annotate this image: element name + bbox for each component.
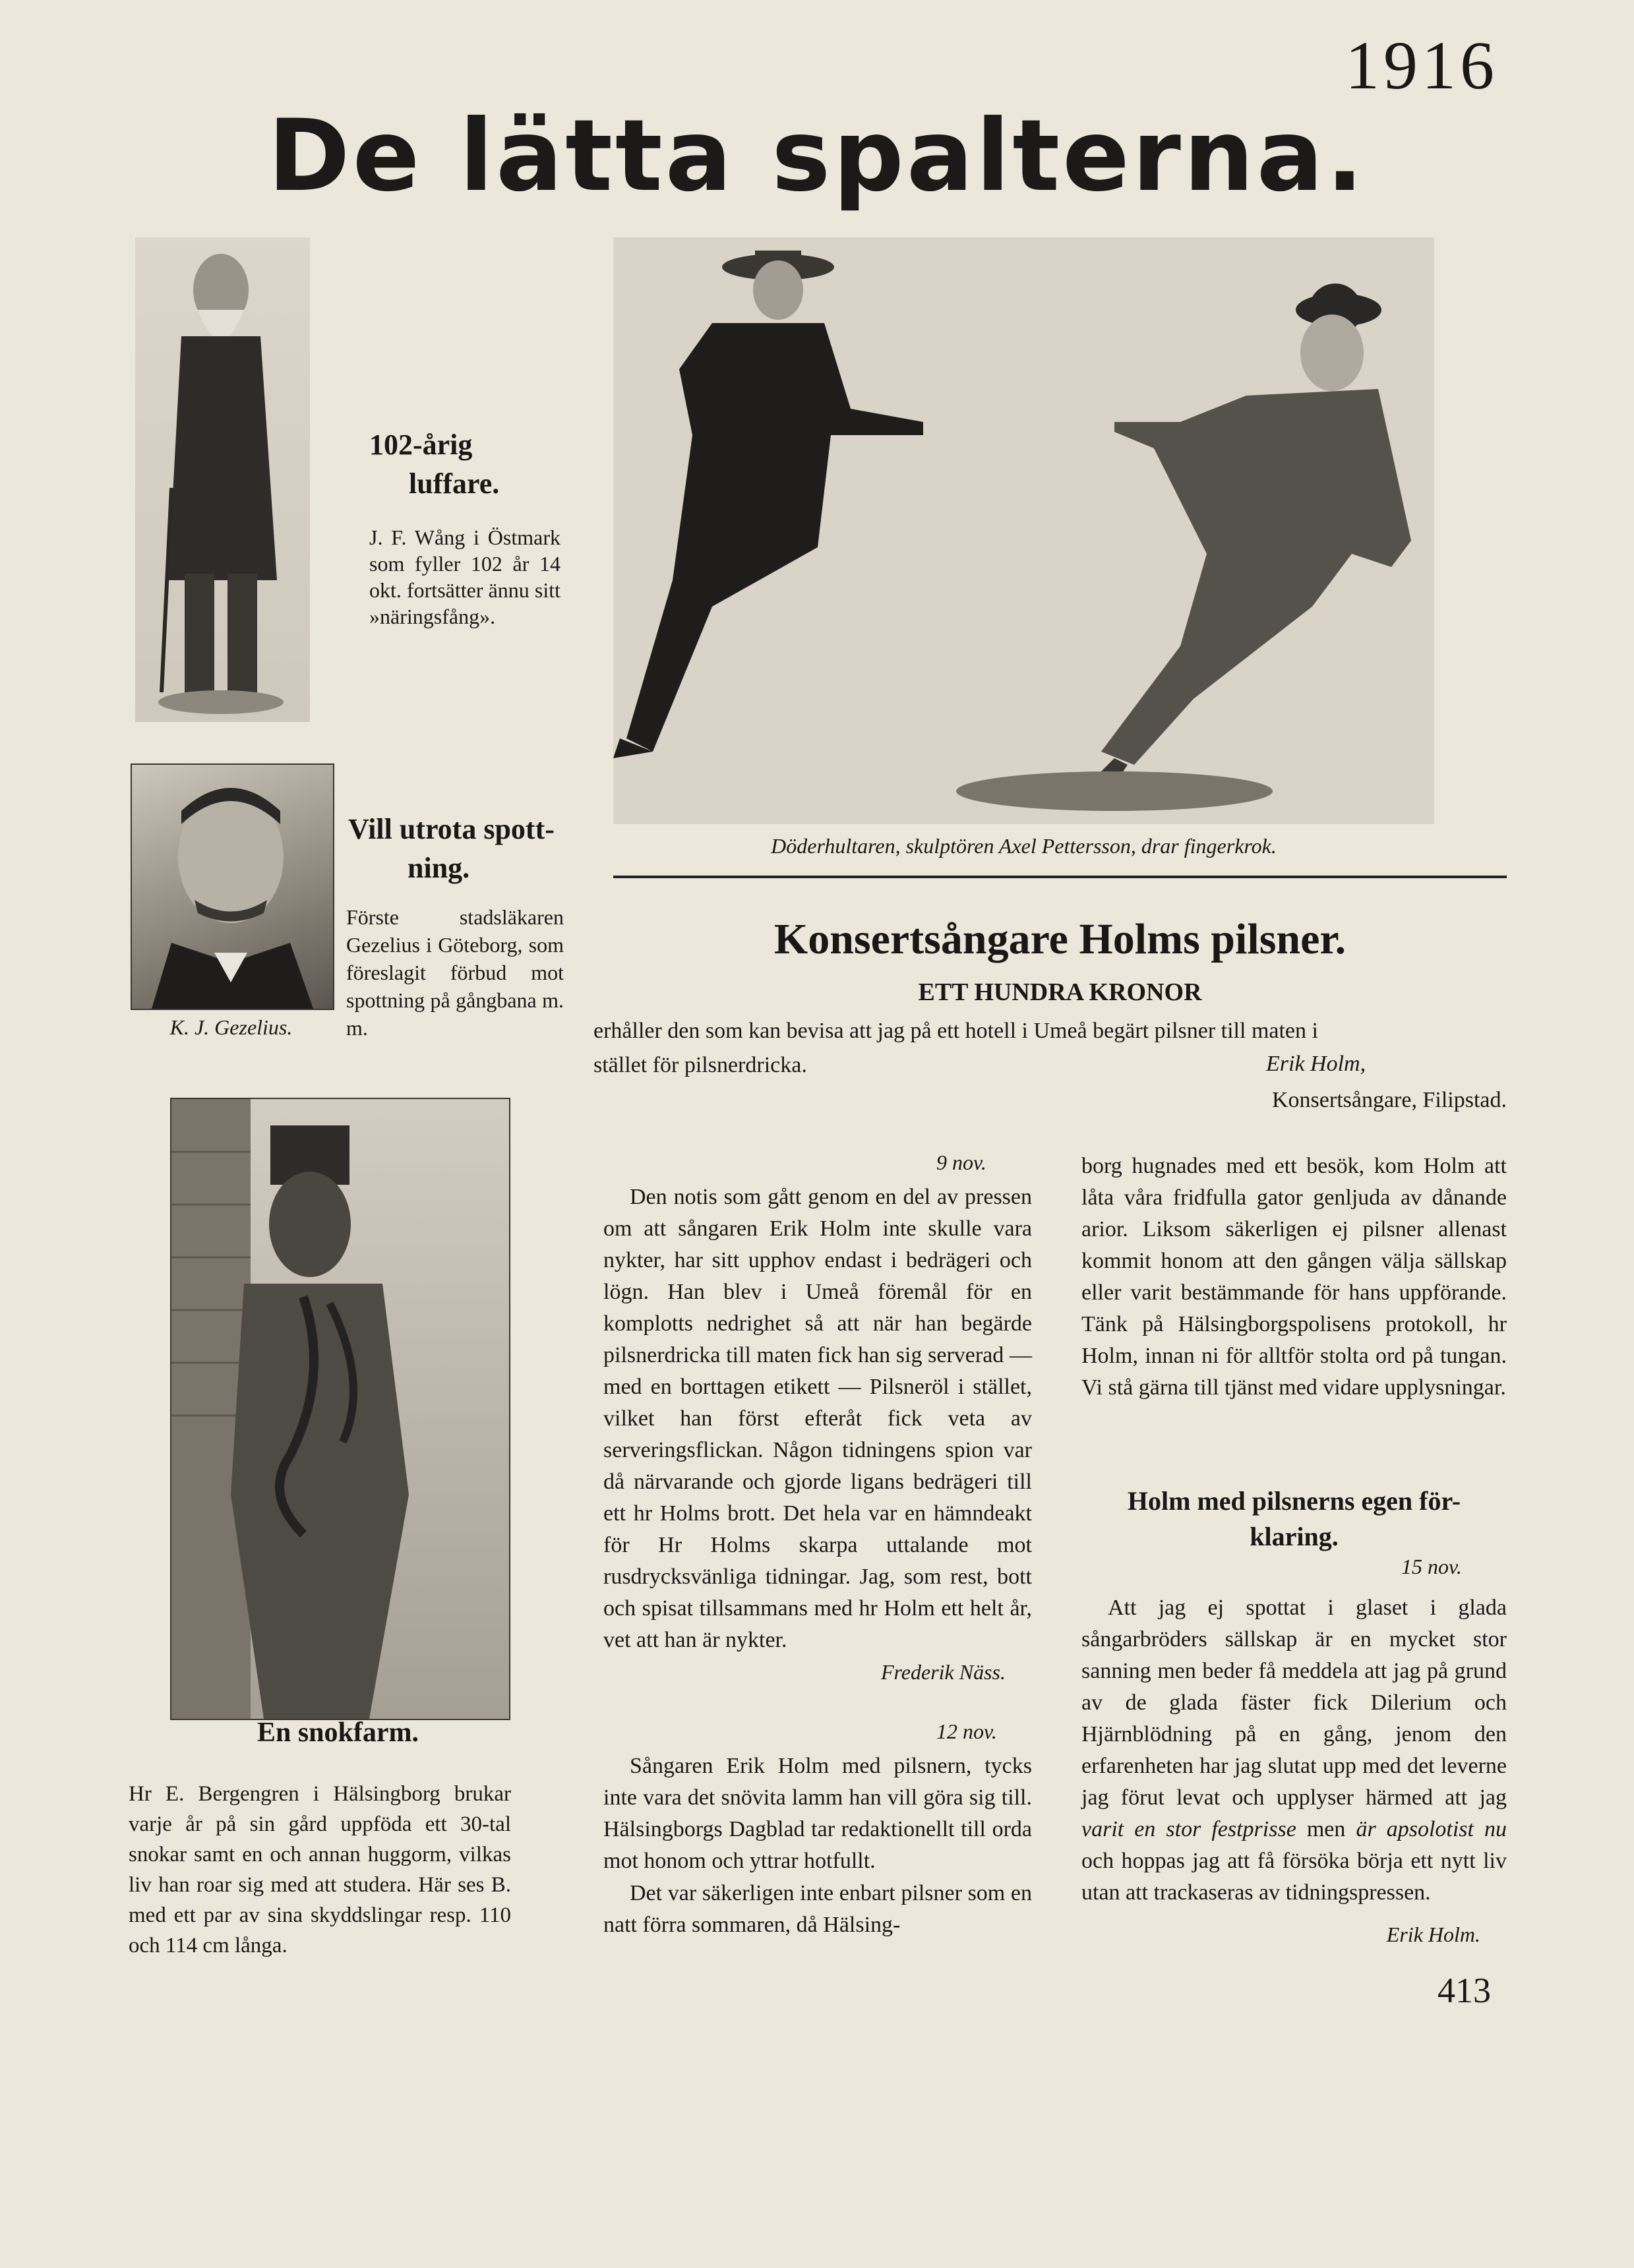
spottning-text: Förste stadsläkaren Gezelius i Göteborg, som föreslagit förbud mot spottning på gångbana m. m.	[346, 905, 564, 1040]
konsert-ad-line2: stället för pilsnerdricka.	[593, 1053, 807, 1077]
portrait-caption: K. J. Gezelius.	[169, 1015, 293, 1039]
year-label: 1916	[1345, 28, 1498, 104]
page-number: 413	[1437, 1971, 1491, 2010]
spottning-title: Vill utrota spott- ning.	[348, 813, 555, 885]
page-title: De lätta spalterna.	[268, 99, 1366, 214]
col-right-para2: Att jag ej spottat i glaset i glada sångarbröders sällskap är en mycket stor sanning men beder få meddela att jag på grund av de glada fäster fick Dilerium och Hjärnblödning på en gång, jenom den erfarenheten har jag slutat upp med det leverne jag förut levat och upplyser härmed att jag varit en stor festprisse men är apsolotist nu och hoppas jag att få försöka börja ett nytt liv utan att trackaseras av tidningspressen.	[1081, 1596, 1507, 1905]
col-right-heading: Holm med pilsnerns egen för- klaring.	[1127, 1486, 1461, 1551]
col-right-para1: borg hugnades med ett besök, kom Holm att låta våra fridfulla gator genljuda av dånande arior. Liksom säkerligen ej pilsner allenast kommit honom att den gången välja sällskap eller varit bestämmande för hans uppförande. Tänk på Hälsingborgspolisens protokoll, hr Holm, innan ni för alltför stolta ord på tungan. Vi stå gärna till tjänst med vidare upplysningar.	[1081, 1154, 1507, 1400]
section-divider	[613, 876, 1507, 878]
snokfarm-title: En snokfarm.	[257, 1717, 419, 1748]
konsert-ad-line1: erhåller den som kan bevisa att jag på ett hotell i Umeå begärt pilsner till maten i	[593, 1019, 1318, 1043]
snokfarm-text: Hr E. Bergengren i Hälsingborg brukar varje år på sin gård uppföda ett 30-tal snokar samt en och annan huggorm, vilkas liv han roar sig med att studera. Här ses B. med ett par av sina skyddslingar resp. 110 och 114 cm långa.	[129, 1782, 511, 1957]
portrait-gezelius	[131, 763, 334, 1010]
konsert-subhead: ETT HUNDRA KRONOR	[918, 978, 1202, 1006]
photo-old-man	[135, 237, 310, 722]
date-9-nov: 9 nov.	[936, 1150, 986, 1174]
signature-frederik: Frederik Näss.	[880, 1660, 1006, 1684]
photo-snokfarm	[170, 1098, 510, 1720]
col-left-para3: Det var säkerligen inte enbart pilsner som en natt förra sommaren, då Hälsing-	[603, 1881, 1032, 1937]
photo-fingerkrok	[613, 237, 1434, 824]
col-left-para1: Den notis som gått genom en del av pressen om att sångaren Erik Holm inte skulle vara nykter, har sitt upphov endast i bedrägeri och lögn. Han blev i Umeå föremål för en komplotts nedrighet så att när han begärde pilsnerdricka till maten fick han sig serverad — med en borttagen etikett — Pilsneröl i stället, vilket han först efteråt fick veta av serveringsflickan. Någon tidningens spion var då närvarande och gjorde ligans bedrägeri till ett hr Holms brott. Det hela var en hämndeakt för Hr Holms skarpa uttalande mot rusdrycksvänliga tidningar. Jag, som rest, bott och spisat tillsammans med hr Holm ett helt år, vet att han är nykter.	[603, 1185, 1032, 1652]
fingerkrok-caption: Döderhultaren, skulptören Axel Pettersson, drar fingerkrok.	[771, 834, 1277, 858]
date-12-nov: 12 nov.	[936, 1719, 997, 1743]
konsert-signature-title: Konsertsångare, Filipstad.	[1272, 1088, 1507, 1112]
luffare-text: J. F. Wång i Östmark som fyller 102 år 14 okt. fortsätter ännu sitt »näringsfång».	[369, 525, 560, 628]
date-15-nov: 15 nov.	[1401, 1555, 1462, 1578]
col-left-para2: Sångaren Erik Holm med pilsnern, tycks inte vara det snövita lamm han vill göra sig till. Hälsingborgs Dagblad tar redaktionellt till orda mot honom och yttrar hotfullt.	[603, 1754, 1032, 1873]
konsert-headline: Konsertsångare Holms pilsner.	[773, 915, 1347, 963]
konsert-signature-name: Erik Holm,	[1266, 1052, 1366, 1076]
signature-erik: Erik Holm.	[1386, 1923, 1480, 1946]
luffare-title: 102-årig luffare.	[369, 429, 500, 500]
